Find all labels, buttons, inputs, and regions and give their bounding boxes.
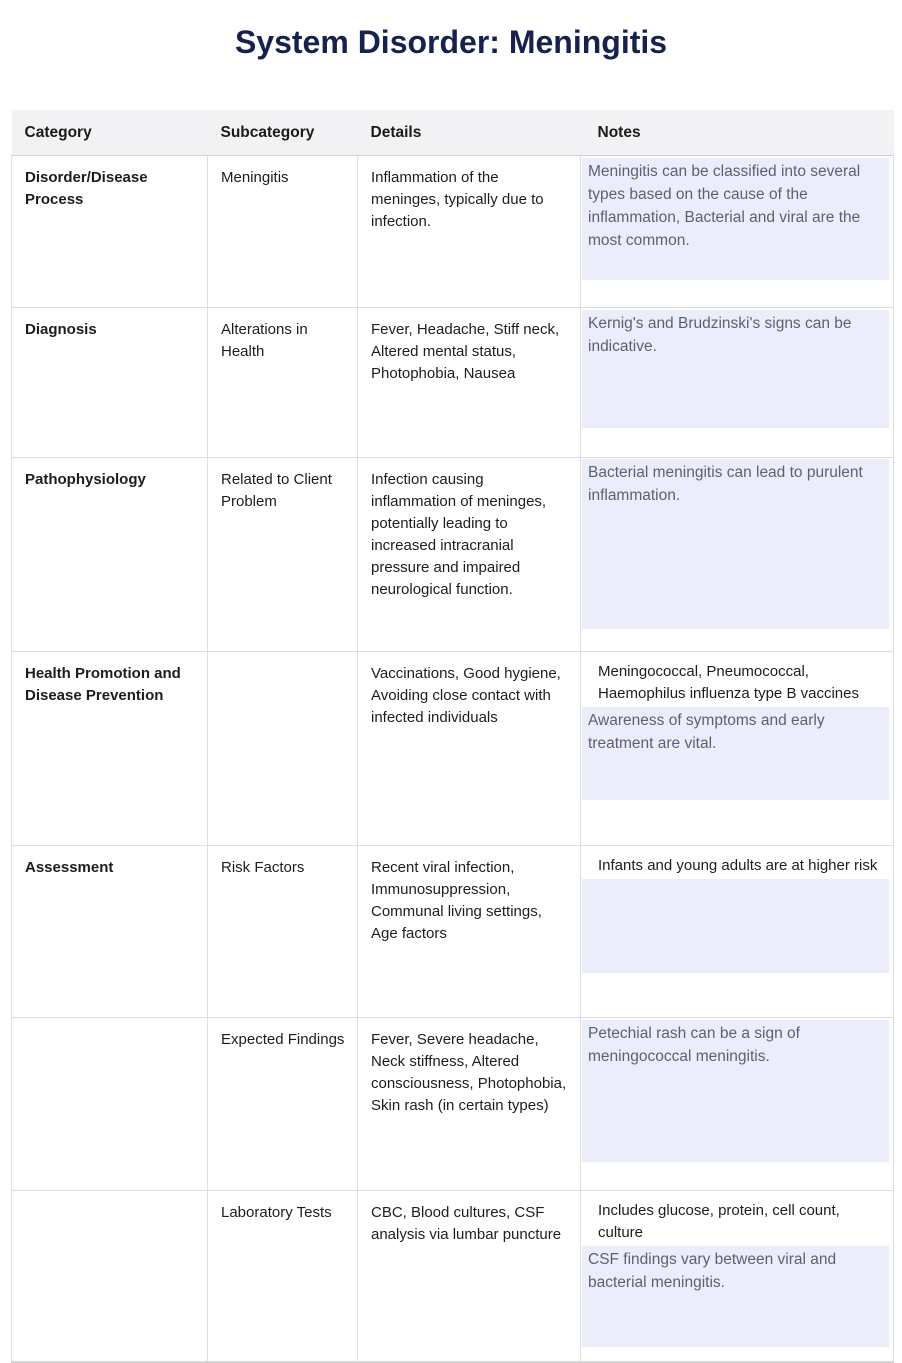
details-cell: Recent viral infection, Immunosuppression, Communal living settings, Age factors — [358, 846, 581, 1018]
column-header-details: Details — [358, 110, 581, 156]
column-header-subcategory: Subcategory — [208, 110, 358, 156]
subcategory-cell: Expected Findings — [208, 1018, 358, 1191]
table-row-assessment-risk-factors — [12, 846, 894, 1018]
table-row-diagnosis — [12, 308, 894, 458]
category-cell — [12, 1018, 208, 1191]
details-cell: CBC, Blood cultures, CSF analysis via lumbar puncture — [358, 1191, 581, 1363]
table-row-disorder-disease-process — [12, 156, 894, 308]
notes-field[interactable]: Petechial rash can be a sign of meningococcal meningitis. — [582, 1020, 889, 1162]
subcategory-cell — [208, 652, 358, 846]
subcategory-cell: Alterations in Health — [208, 308, 358, 458]
table-row-expected-findings — [12, 1018, 894, 1191]
notes-cell — [581, 846, 894, 1018]
notes-cell — [581, 458, 894, 652]
details-cell: Inflammation of the meninges, typically due to infection. — [358, 156, 581, 308]
notes-static-text: Includes glucose, protein, cell count, culture — [598, 1202, 840, 1241]
header-row — [12, 110, 894, 156]
column-header-category: Category — [12, 110, 208, 156]
notes-field[interactable]: CSF findings vary between viral and bacterial meningitis. — [582, 1246, 889, 1347]
category-cell: Disorder/Disease Process — [12, 156, 208, 308]
notes-field[interactable]: Awareness of symptoms and early treatment are vital. — [582, 707, 889, 800]
notes-cell — [581, 1191, 894, 1363]
subcategory-cell: Related to Client Problem — [208, 458, 358, 652]
notes-field[interactable] — [582, 879, 889, 973]
details-cell: Infection causing inflammation of meninges, potentially leading to increased intracranial pressure and impaired neurological function. — [358, 458, 581, 652]
table-row-laboratory-tests — [12, 1191, 894, 1363]
notes-static-text: Meningococcal, Pneumococcal, Haemophilus influenza type B vaccines — [598, 663, 859, 702]
notes-field[interactable]: Bacterial meningitis can lead to purulent inflammation. — [582, 459, 889, 629]
subcategory-cell: Meningitis — [208, 156, 358, 308]
notes-cell — [581, 1018, 894, 1191]
details-cell: Fever, Severe headache, Neck stiffness, Altered consciousness, Photophobia, Skin rash (in certain types) — [358, 1018, 581, 1191]
category-cell — [12, 1191, 208, 1363]
notes-cell — [581, 156, 894, 308]
notes-cell — [581, 652, 894, 846]
page-title: System Disorder: Meningitis — [234, 24, 668, 60]
details-cell: Vaccinations, Good hygiene, Avoiding close contact with infected individuals — [358, 652, 581, 846]
notes-field[interactable]: Meningitis can be classified into several types based on the cause of the inflammation, Bacterial and viral are the most common. — [582, 158, 889, 280]
system-disorder-table — [11, 110, 894, 1363]
notes-field[interactable]: Kernig's and Brudzinski's signs can be indicative. — [582, 310, 889, 428]
column-header-notes: Notes — [581, 110, 894, 156]
category-cell: Pathophysiology — [12, 458, 208, 652]
category-cell: Diagnosis — [12, 308, 208, 458]
category-cell: Health Promotion and Disease Prevention — [12, 652, 208, 846]
details-cell: Fever, Headache, Stiff neck, Altered mental status, Photophobia, Nausea — [358, 308, 581, 458]
notes-cell — [581, 308, 894, 458]
subcategory-cell: Laboratory Tests — [208, 1191, 358, 1363]
table-row-health-promotion — [12, 652, 894, 846]
notes-static-text: Infants and young adults are at higher risk — [598, 857, 878, 874]
table-row-pathophysiology — [12, 458, 894, 652]
category-cell: Assessment — [12, 846, 208, 1018]
subcategory-cell: Risk Factors — [208, 846, 358, 1018]
document-page — [0, 22, 902, 1363]
